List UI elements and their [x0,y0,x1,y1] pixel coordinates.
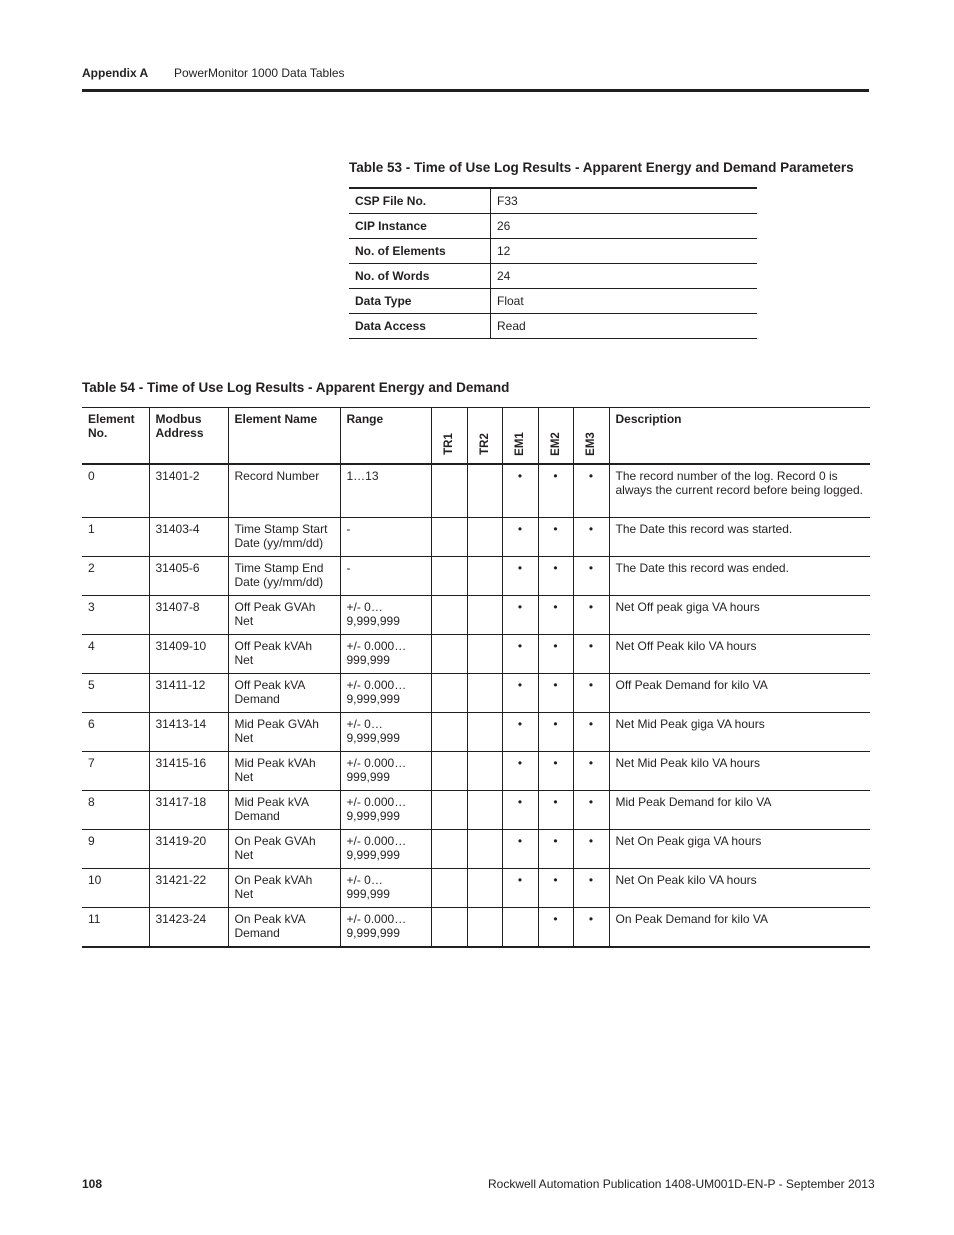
tr1-cell [431,830,467,869]
table-row [82,464,870,518]
range-cell: +/- 0.000… 9,999,999 [340,674,431,713]
modbus-address-cell: 31403-4 [149,518,228,557]
param-value: 24 [491,264,758,289]
table-54 [82,407,870,948]
range-cell: +/- 0… 9,999,999 [340,713,431,752]
tr1-cell [431,635,467,674]
em1-cell: • [502,518,538,557]
em3-cell: • [573,518,609,557]
em2-cell: • [538,464,573,518]
table-row [349,289,757,314]
tr2-cell [467,869,502,908]
col-element-name: Element Name [228,408,340,465]
range-cell: +/- 0.000… 999,999 [340,635,431,674]
tr1-cell [431,713,467,752]
modbus-address-cell: 31409-10 [149,635,228,674]
param-key: Data Type [349,289,491,314]
tr1-cell [431,518,467,557]
element-no-cell: 8 [82,791,149,830]
element-name-cell: Mid Peak kVA Demand [228,791,340,830]
tr1-cell [431,464,467,518]
element-name-cell: Off Peak kVAh Net [228,635,340,674]
table-row [349,188,757,214]
em3-cell: • [573,830,609,869]
em1-cell: • [502,791,538,830]
modbus-address-cell: 31419-20 [149,830,228,869]
em3-cell: • [573,869,609,908]
publication-info: Rockwell Automation Publication 1408-UM001D-EN-P - September 2013 [488,1177,875,1191]
tr2-cell [467,557,502,596]
em3-cell: • [573,713,609,752]
em2-cell: • [538,908,573,948]
table-row [82,752,870,791]
tr2-cell [467,596,502,635]
table-row [82,518,870,557]
header-title: PowerMonitor 1000 Data Tables [174,66,345,80]
table-row [82,635,870,674]
range-cell: +/- 0… 999,999 [340,869,431,908]
param-key: No. of Elements [349,239,491,264]
em2-cell: • [538,596,573,635]
element-no-cell: 2 [82,557,149,596]
element-name-cell: Off Peak GVAh Net [228,596,340,635]
tr2-cell [467,464,502,518]
table-row [82,674,870,713]
col-tr1: TR1 [431,408,467,465]
em1-cell: • [502,830,538,869]
element-no-cell: 7 [82,752,149,791]
modbus-address-cell: 31407-8 [149,596,228,635]
tr2-cell [467,830,502,869]
param-key: Data Access [349,314,491,339]
element-no-cell: 4 [82,635,149,674]
modbus-address-cell: 31401-2 [149,464,228,518]
em1-cell: • [502,596,538,635]
em3-cell: • [573,635,609,674]
range-cell: +/- 0.000… 9,999,999 [340,830,431,869]
tr2-cell [467,908,502,948]
em1-cell: • [502,869,538,908]
modbus-address-cell: 31405-6 [149,557,228,596]
table-row [349,264,757,289]
col-em3: EM3 [573,408,609,465]
em3-cell: • [573,908,609,948]
description-cell: The Date this record was started. [609,518,870,557]
param-value: F33 [497,194,518,208]
table-row [349,214,757,239]
tr2-cell [467,752,502,791]
element-name-cell: On Peak kVA Demand [228,908,340,948]
col-range: Range [340,408,431,465]
em2-cell: • [538,791,573,830]
modbus-address-cell: 31411-12 [149,674,228,713]
em2-cell: • [538,674,573,713]
element-name-cell: Mid Peak kVAh Net [228,752,340,791]
description-cell: Mid Peak Demand for kilo VA [609,791,870,830]
tr1-cell [431,869,467,908]
element-no-cell: 10 [82,869,149,908]
table-row [349,239,757,264]
range-cell: - [340,518,431,557]
table-row [349,314,757,339]
col-tr2: TR2 [467,408,502,465]
description-cell: Net Off peak giga VA hours [609,596,870,635]
em1-cell: • [502,464,538,518]
element-no-cell: 0 [88,469,95,483]
em3-cell: • [573,674,609,713]
em3-cell: • [573,596,609,635]
description-cell: Off Peak Demand for kilo VA [609,674,870,713]
param-value: 12 [491,239,758,264]
col-modbus-address: Modbus Address [149,408,228,465]
tr2-cell [467,713,502,752]
col-em2: EM2 [538,408,573,465]
page-number: 108 [82,1177,103,1191]
range-cell: +/- 0… 9,999,999 [340,596,431,635]
table-53-caption: Table 53 - Time of Use Log Results - Apparent Energy and Demand Parameters [349,160,854,175]
col-em1: EM1 [502,408,538,465]
col-element-no: Element No. [82,408,149,465]
param-key: CIP Instance [349,214,491,239]
em3-cell: • [573,464,609,518]
appendix-label: Appendix A [82,66,149,80]
range-cell: 1…13 [340,464,431,518]
table-row [82,791,870,830]
tr1-cell [431,596,467,635]
element-name-cell: Time Stamp End Date (yy/mm/dd) [228,557,340,596]
modbus-address-cell: 31421-22 [149,869,228,908]
range-cell: +/- 0.000… 999,999 [340,752,431,791]
param-key: CSP File No. [349,188,491,214]
em1-cell: • [502,674,538,713]
param-value: Read [491,314,758,339]
em2-cell: • [538,713,573,752]
element-no-cell: 3 [82,596,149,635]
em2-cell: • [538,869,573,908]
em3-cell: • [573,557,609,596]
description-cell: On Peak Demand for kilo VA [609,908,870,948]
tr1-cell [431,557,467,596]
em1-cell: • [502,635,538,674]
description-cell: The Date this record was ended. [609,557,870,596]
param-value: Float [491,289,758,314]
em1-cell [502,908,538,948]
range-cell: +/- 0.000… 9,999,999 [340,791,431,830]
element-no-cell: 5 [82,674,149,713]
tr2-cell [467,791,502,830]
em1-cell: • [502,557,538,596]
em2-cell: • [538,557,573,596]
element-no-cell: 6 [82,713,149,752]
description-cell: Net Mid Peak kilo VA hours [609,752,870,791]
element-name-cell: On Peak kVAh Net [228,869,340,908]
table-row [82,713,870,752]
table-54-header-row [82,408,870,465]
description-cell: Net On Peak kilo VA hours [609,869,870,908]
tr1-cell [431,674,467,713]
element-name-cell: Time Stamp Start Date (yy/mm/dd) [228,518,340,557]
table-row [82,908,870,948]
em2-cell: • [538,635,573,674]
element-no-cell: 11 [82,908,149,948]
em2-cell: • [538,830,573,869]
tr2-cell [467,518,502,557]
em3-cell: • [573,752,609,791]
table-row [82,557,870,596]
range-cell: +/- 0.000… 9,999,999 [340,908,431,948]
em2-cell: • [538,752,573,791]
element-no-cell: 1 [82,518,149,557]
description-cell: Net Mid Peak giga VA hours [609,713,870,752]
element-no-cell: 9 [82,830,149,869]
modbus-address-cell: 31423-24 [149,908,228,948]
em1-cell: • [502,752,538,791]
tr1-cell [431,752,467,791]
table-row [82,830,870,869]
element-name-cell: On Peak GVAh Net [228,830,340,869]
element-name-cell: Record Number [228,464,340,518]
table-row [82,869,870,908]
modbus-address-cell: 31415-16 [149,752,228,791]
em2-cell: • [538,518,573,557]
col-description: Description [609,408,870,465]
description-cell: Net Off Peak kilo VA hours [609,635,870,674]
tr1-cell [431,791,467,830]
element-name-cell: Off Peak kVA Demand [228,674,340,713]
table-row [82,596,870,635]
tr2-cell [467,674,502,713]
tr1-cell [431,908,467,948]
table-53 [349,187,757,339]
tr2-cell [467,635,502,674]
description-cell: The record number of the log. Record 0 is always the current record before being logged. [609,464,870,518]
param-value: 26 [491,214,758,239]
modbus-address-cell: 31417-18 [149,791,228,830]
element-name-cell: Mid Peak GVAh Net [228,713,340,752]
param-key: No. of Words [349,264,491,289]
description-cell: Net On Peak giga VA hours [609,830,870,869]
range-cell: - [340,557,431,596]
header-rule [82,89,869,92]
table-54-caption: Table 54 - Time of Use Log Results - Apparent Energy and Demand [82,380,510,395]
modbus-address-cell: 31413-14 [149,713,228,752]
em3-cell: • [573,791,609,830]
em1-cell: • [502,713,538,752]
